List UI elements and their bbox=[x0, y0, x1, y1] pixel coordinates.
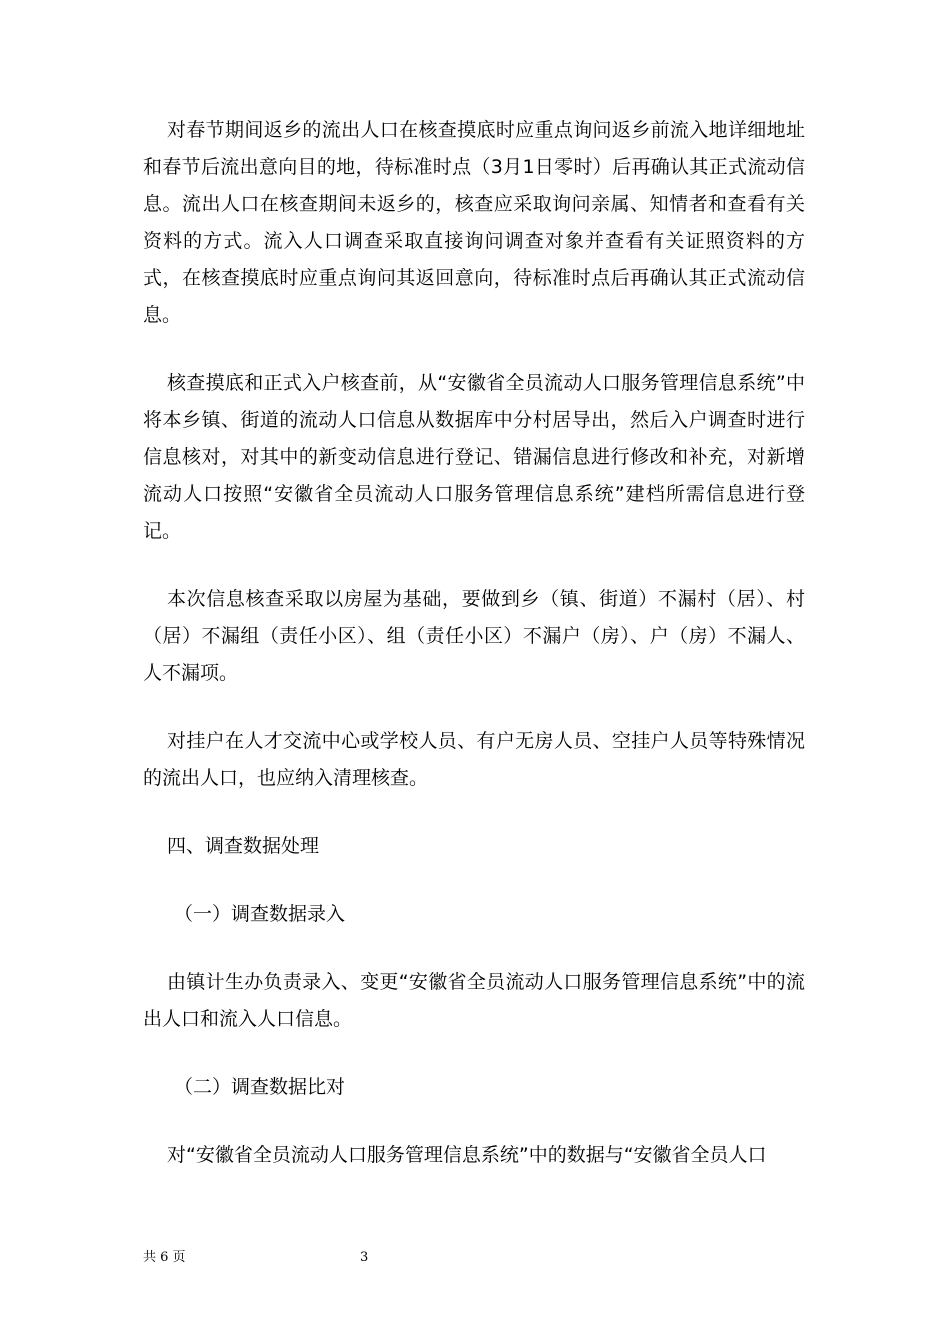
footer-page-number: 3 bbox=[360, 1250, 369, 1265]
document-body bbox=[143, 112, 805, 1205]
paragraph-special-cases: 对挂户在人才交流中心或学校人员、有户无房人员、空挂户人员等特殊情况的流出人口，也应纳入清理核查。 bbox=[143, 730, 805, 789]
section-heading-data-processing: 四、调查数据处理 bbox=[167, 835, 320, 857]
footer-total-pages: 共 6 页 bbox=[143, 1250, 186, 1265]
paragraph-return-home: 对春节期间返乡的流出人口在核查摸底时应重点询问返乡前流入地详细地址和春节后流出意向目的地，待标准时点（3月1日零时）后再确认其正式流动信息。流出人口在核查期间未返乡的，核查应采取询问亲属、知情者和查看有关资料的方式。流入人口调查采取直接询问调查对象并查看有关证照资料的方式，在核查摸底时应重点询问其返回意向，待标准时点后再确认其正式流动信息。 bbox=[143, 119, 805, 326]
paragraph-pre-check: 核查摸底和正式入户核查前，从“安徽省全员流动人口服务管理信息系统”中将本乡镇、街道的流动人口信息从数据库中分村居导出，然后入户调查时进行信息核对，对其中的新变动信息进行登记、错漏信息进行修改和补充，对新增流动人口按照“安徽省全员流动人口服务管理信息系统”建档所需信息进行登记。 bbox=[143, 372, 805, 542]
paragraph-housing-basis: 本次信息核查采取以房屋为基础，要做到乡（镇、街道）不漏村（居）、村（居）不漏组（责任小区）、组（责任小区）不漏户（房）、户（房）不漏人、人不漏项。 bbox=[143, 588, 805, 684]
subheading-data-comparison: （二）调查数据比对 bbox=[174, 1076, 346, 1098]
paragraph-data-entry: 由镇计生办负责录入、变更“安徽省全员流动人口服务管理信息系统”中的流出人口和流入人口信息。 bbox=[143, 971, 805, 1030]
paragraph-data-comparison: 对“安徽省全员流动人口服务管理信息系统”中的数据与“安徽省全员人口 bbox=[167, 1144, 767, 1166]
subheading-data-entry: （一）调查数据录入 bbox=[174, 903, 346, 925]
